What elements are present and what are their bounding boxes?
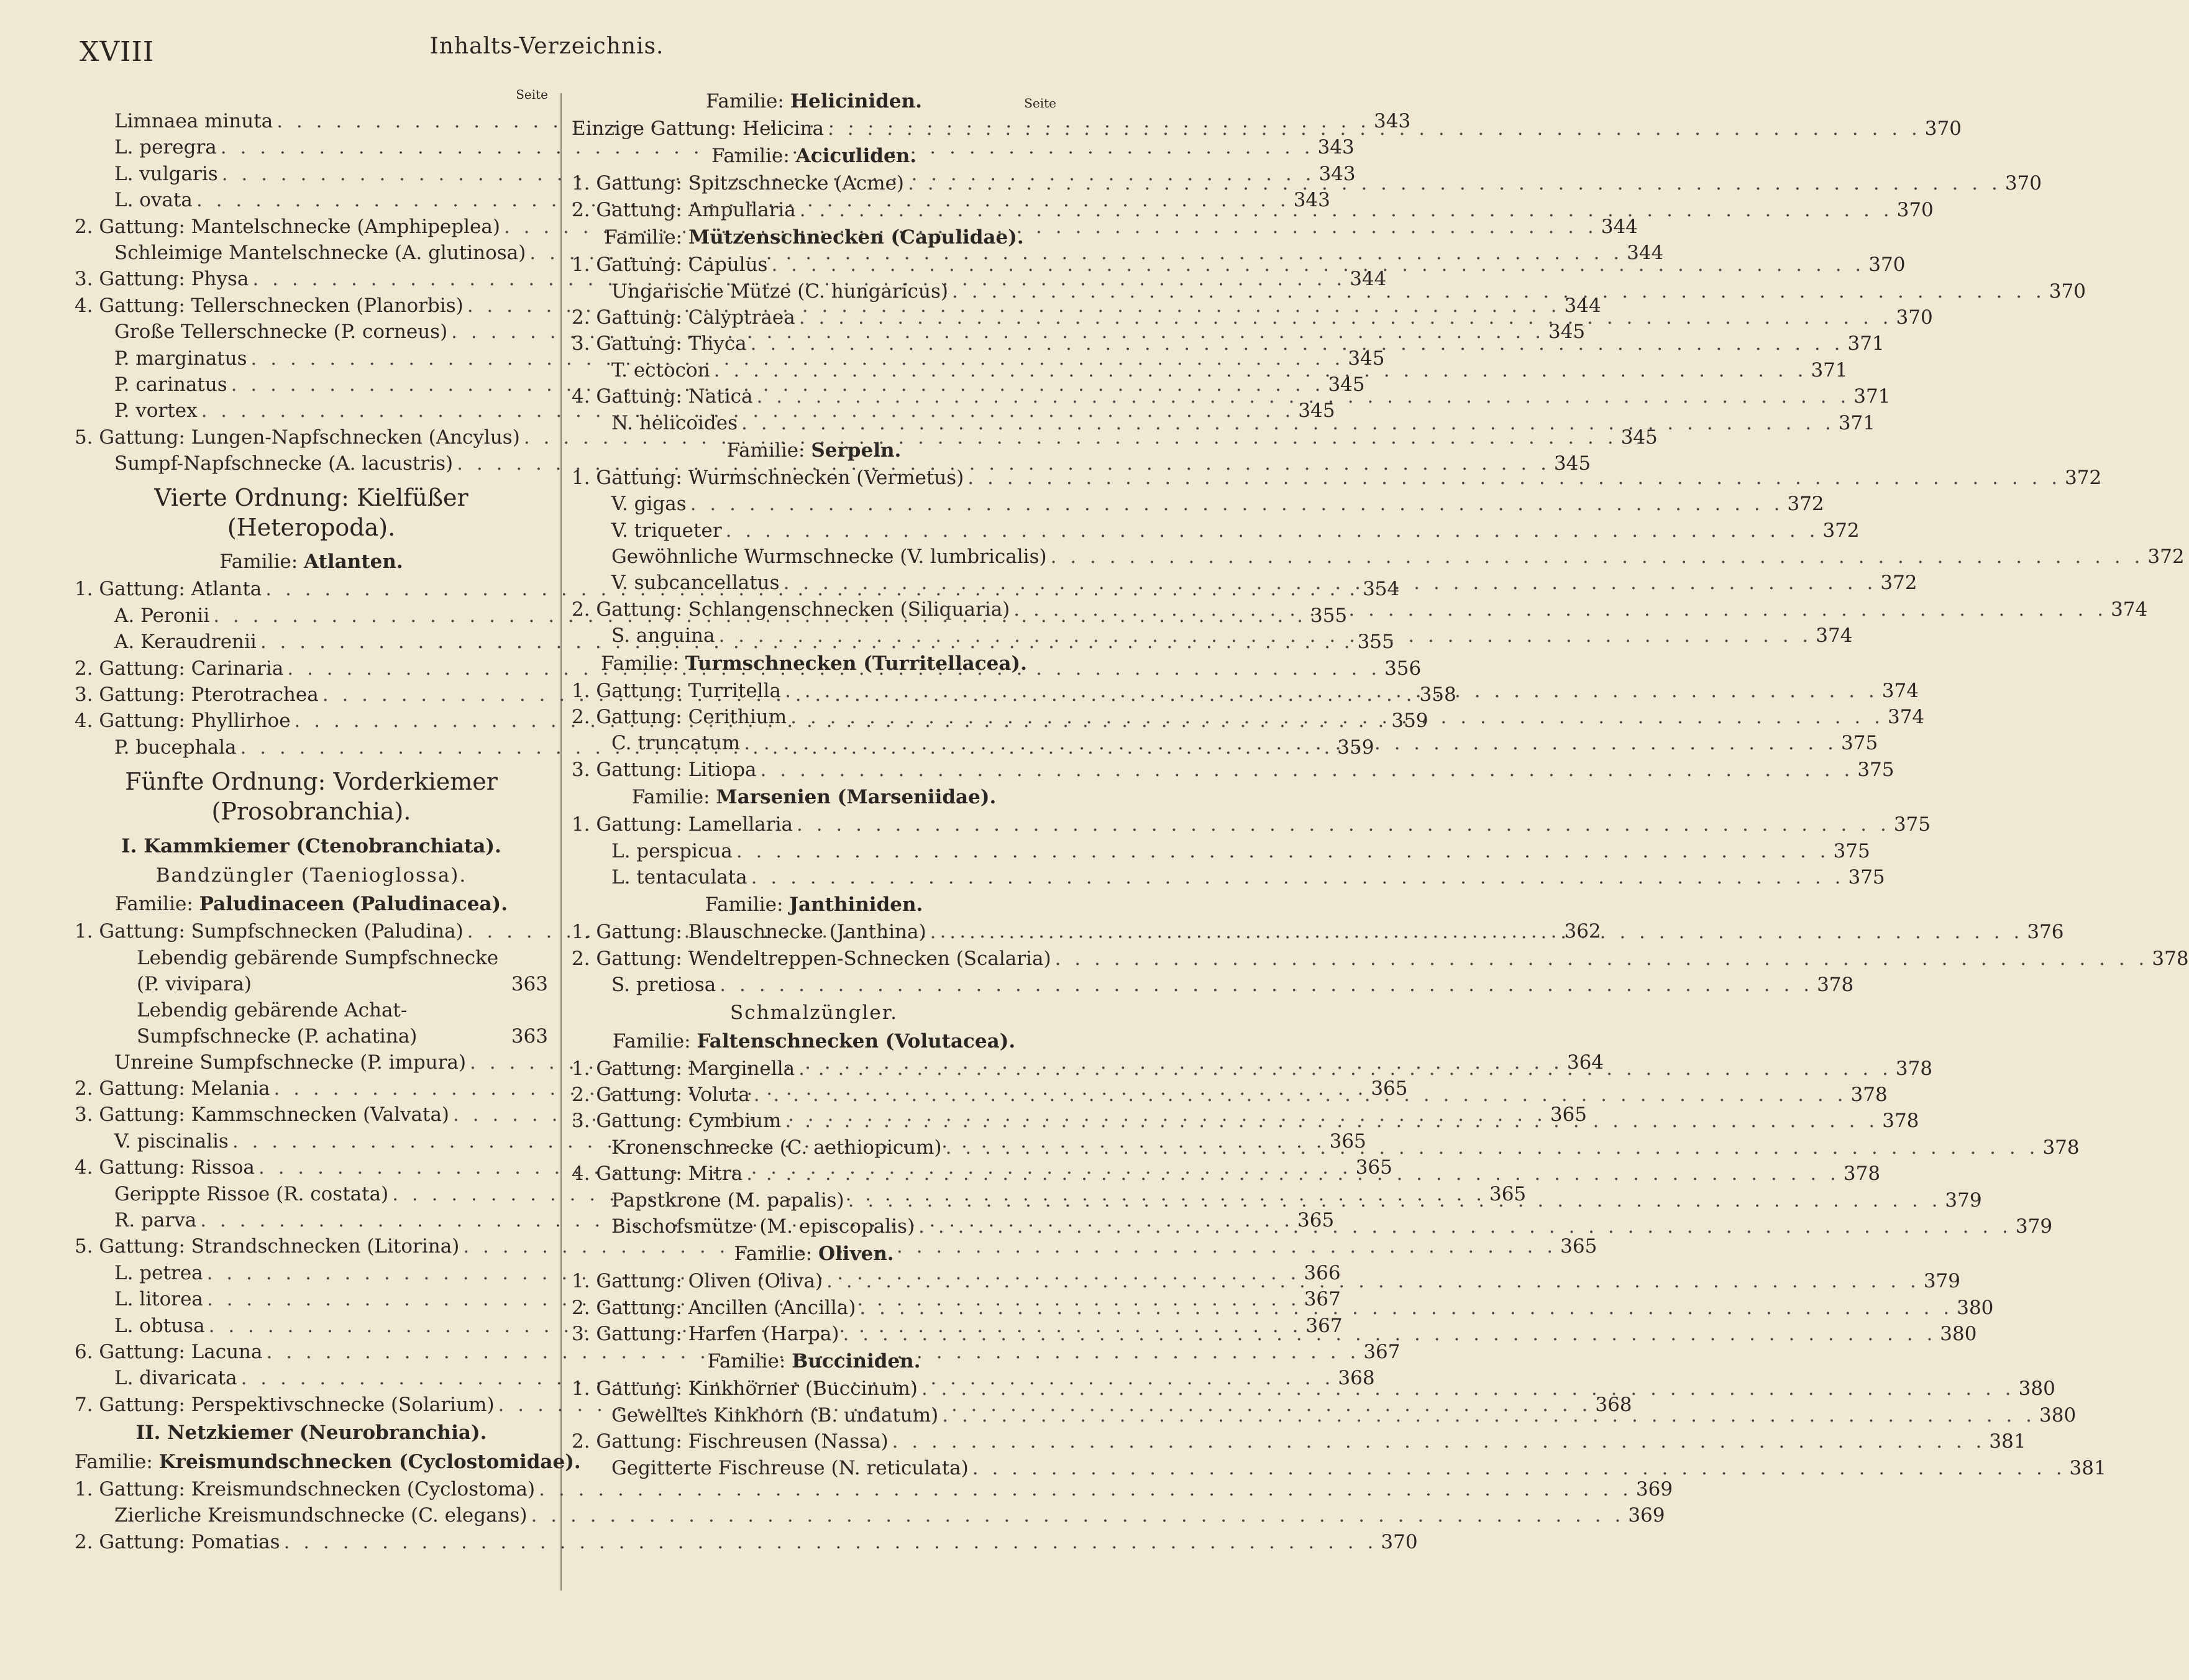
entry-page: 378	[1843, 1162, 1881, 1185]
dot-leader	[938, 1402, 2039, 1428]
entry-title: 3. Gattung: Litiopa	[572, 758, 757, 781]
dot-leader	[823, 1268, 1924, 1294]
dot-leader	[844, 1187, 1945, 1213]
entry-title: 1. Gattung: Blauschnecke (Janthina)	[572, 921, 926, 944]
entry-wrapped: Lebendig gebärende Sumpfschnecke (P. vivipara) 363	[137, 946, 548, 995]
entry-page: 365	[1329, 1130, 1366, 1153]
entry-page: 371	[1838, 411, 1875, 434]
entry-page: 345	[1328, 373, 1365, 396]
entry-title: 1. Gattung: Marginella	[572, 1057, 795, 1080]
dot-leader	[915, 1213, 2016, 1239]
right-column: Seite Familie: Heliciniden. Einzige Gattung: Helicina . . . 370 Familie: Aciculiden. 1. Gattung: Spitzschnecke (Acme) . . . 370 2. Gattung: Ampullaria . . . 370 Familie: Mützenschnecken (Capulidae). 1. Gattung: Capulus . . . 370 Ungarische Mütze (C. hungaricus) . . . 370 2. Gattung: Calyptraea . . . 370 3. Gattung: Thyca . . . 371 T. ectocon . . . 371 4. Gattung: Natica . . . 371 N. helicoides . . . 371 Familie: Serpeln. 1. Gattung: Wurmschnecken (Vermetus) . . . 372 V. gigas . . . 372 V. triqueter . . . 372 Gewöhnliche Wurmschnecke (V. lumbricalis) . . . 372 V. subcancellatus . . . 372 2. Gattung: Schlangenschnecken (Siliquaria) . . . 374 S. anguina . . . 374 Familie: Turmschnecken (Turritellacea). 1. Gattung: Turritella . . . 374 2. Gattung: Cerithium . . . 374 C. truncatum . . . 375 3. Gattung: Litiopa . . . 375 Familie: Marsenien (Marseniidae). 1. Gattung: Lamellaria . . . 375 L. perspicua . . . 375 L. tentaculata . . . 375 Familie: Janthiniden. 1. Gattung: Blauschnecke (Janthina) . . . 376 2. Gattung: Wendeltreppen-Schnecken (Scalaria) . . . 378 S. pretiosa . . . 378 Schmalzüngler. Familie: Faltenschnecken (Volutacea). 1. Gattung: Marginella . . . 378 2. Gattung: Voluta . . . 378 3. Gattung: Cymbium . . . 378 Kronenschnecke (C. aethiopicum) . . . 378 4. Gattung: Mitra . . . 378 Papstkrone (M. papalis) . . . 379 Bischofsmütze (M. episcopalis) . . . 379 Familie: Oliven. 1. Gattung: Oliven (Oliva) . . . 379 2. Gattung: Ancillen (Ancilla) . . . 380 3. Gattung: Harfen (Harpa) . . . 380 Familie: Bucciniden. 1. Gattung: Kinkhörner (Buccinum) . . . 380 Gewelltes Kinkhorn (B. undatum) . . . 380 2. Gattung: Fischreusen (Nassa) . . . 381 Gegitterte Fischreuse (N. reticulata) . . . 381	[572, 87, 1056, 1481]
entry-title: L. obtusa	[114, 1314, 205, 1337]
family-heading: Familie: Mützenschnecken (Capulidae).	[604, 226, 1024, 249]
entry-page: 343	[1293, 189, 1330, 212]
dot-leader	[747, 331, 1848, 357]
entry-page: 367	[1363, 1340, 1401, 1363]
entry-title: P. bucephala	[114, 736, 237, 759]
entry-title: 2. Gattung: Wendeltreppen-Schnecken (Scalaria)	[572, 947, 1051, 970]
entry-title: Kronenschnecke (C. aethiopicum)	[611, 1136, 942, 1159]
entry-page: 365	[1560, 1235, 1597, 1258]
entry-list	[75, 1476, 1673, 1555]
dot-leader	[889, 1428, 1990, 1454]
entry-page: 372	[1822, 519, 1860, 542]
entry-title: 2. Gattung: Melania	[75, 1077, 270, 1100]
entry-page: 372	[1787, 493, 1824, 516]
entry-page: 375	[1833, 839, 1870, 862]
toc-entry	[75, 424, 1658, 450]
dot-leader	[743, 1161, 1844, 1187]
running-title: Inhalts-Verzeichnis.	[429, 34, 664, 59]
entry-page: 345	[1620, 426, 1658, 449]
dot-leader	[918, 1376, 2019, 1402]
toc-entry	[572, 1455, 2106, 1481]
entry-page: 370	[2004, 172, 2042, 195]
dot-leader	[753, 383, 1854, 409]
entry-title: Zierliche Kreismundschnecke (C. elegans)	[114, 1504, 528, 1527]
dot-leader	[856, 1295, 1957, 1321]
entry-page: 343	[1317, 136, 1355, 159]
entry-title: 3. Gattung: Cymbium	[572, 1110, 782, 1133]
entry-page: 378	[1817, 974, 1854, 997]
toc-entry	[572, 465, 2102, 491]
entry-title: 1. Gattung: Spitzschnecke (Acme)	[572, 172, 905, 195]
entry-title: 3. Gattung: Harfen (Harpa)	[572, 1323, 839, 1346]
entry-title: V. gigas	[611, 493, 687, 516]
entry-title: 1. Gattung: Capulus	[572, 253, 768, 276]
dot-leader	[964, 465, 2065, 491]
entry-page: 372	[1880, 572, 1917, 595]
entry-page: 364	[1566, 1051, 1604, 1074]
entry-title: 3. Gattung: Kammschnecken (Valvata)	[75, 1103, 450, 1126]
entry-page: 371	[1847, 332, 1885, 355]
entry-title: R. parva	[114, 1208, 197, 1231]
entry-list	[572, 811, 1931, 890]
entry-page: 370	[1896, 198, 1934, 221]
dot-leader	[795, 1056, 1896, 1082]
entry-title: 2. Gattung: Schlangenschnecken (Siliquaria)	[572, 598, 1010, 621]
entry-title: Große Tellerschnecke (P. corneus)	[114, 321, 448, 344]
toc-entry	[572, 518, 1860, 544]
dot-leader	[942, 1134, 2043, 1161]
entry-page: 355	[1357, 631, 1394, 654]
entry-page: 344	[1350, 268, 1387, 291]
entry-title: 1. Gattung: Kreismundschnecken (Cyclostoma)	[75, 1478, 536, 1501]
dot-leader	[716, 972, 1817, 998]
family-heading: Familie: Oliven.	[734, 1243, 894, 1266]
family-heading: Familie: Marsenien (Marseniidae).	[631, 786, 997, 809]
group-heading: Schmalzüngler.	[730, 1001, 898, 1024]
entry-page: 381	[1989, 1430, 2026, 1453]
dot-leader	[738, 410, 1839, 436]
entry-title: T. ectocon	[611, 358, 710, 381]
entry-title: 1. Gattung: Sumpfschnecken (Paludina)	[75, 920, 464, 943]
entry-page: 365	[1297, 1208, 1335, 1231]
entry-page: 374	[1887, 706, 1925, 729]
entry-title: Gerippte Rissoe (R. costata)	[114, 1182, 389, 1205]
family-heading: Familie: Atlanten.	[219, 550, 403, 573]
entry-title: 1. Gattung: Atlanta	[75, 578, 262, 601]
dot-leader	[740, 730, 1841, 756]
entry-title: 3. Gattung: Physa	[75, 268, 249, 291]
family-heading: Familie: Faltenschnecken (Volutacea).	[612, 1029, 1016, 1052]
order-heading: Vierte Ordnung: Kielfüßer (Heteropoda).	[154, 484, 468, 542]
entry-page: 372	[2065, 466, 2102, 489]
toc-entry	[572, 544, 2185, 570]
entry-page: 374	[1881, 679, 1919, 702]
dot-leader	[839, 1321, 1940, 1347]
family-heading: Familie: Aciculiden.	[711, 145, 917, 168]
entry-title: 2. Gattung: Mantelschnecke (Amphipeplea)	[75, 215, 500, 238]
family-heading: Familie: Kreismundschnecken (Cyclostomidae).	[75, 1451, 581, 1474]
entry-title: 1. Gattung: Lamellaria	[572, 813, 793, 836]
entry-page: 380	[2018, 1377, 2055, 1400]
dot-leader	[1051, 946, 2152, 972]
entry-page: 366	[1304, 1261, 1341, 1284]
entry-title: 1. Gattung: Oliven (Oliva)	[572, 1270, 823, 1293]
entry-page: 344	[1601, 215, 1638, 238]
entry-title: L. litorea	[114, 1288, 203, 1311]
dot-leader	[715, 623, 1816, 649]
section-heading: I. Kammkiemer (Ctenobranchiata).	[121, 835, 501, 858]
entry-page: 343	[1374, 110, 1411, 132]
toc-entry	[572, 491, 1824, 517]
entry-title: Papstkrone (M. papalis)	[611, 1189, 844, 1212]
entry-page: 371	[1811, 358, 1848, 381]
entry-title: P. carinatus	[114, 373, 227, 396]
family-heading: Familie: Paludinaceen (Paludinacea).	[114, 893, 508, 916]
entry-page: 369	[1635, 1478, 1673, 1501]
entry-title: Sumpf-Napfschnecke (A. lacustris)	[114, 452, 454, 475]
page-number: XVIII	[80, 36, 155, 68]
entry-page: 344	[1564, 294, 1601, 317]
entry-page: 345	[1348, 347, 1385, 370]
entry-title: V. subcancellatus	[611, 572, 780, 595]
entry-page: 378	[2042, 1136, 2080, 1159]
entry-title: 7. Gattung: Perspektivschnecke (Solarium)	[75, 1393, 495, 1416]
entry-title: L. ovata	[114, 189, 193, 212]
toc-entry	[75, 1529, 1418, 1555]
entry-page: 345	[1553, 452, 1591, 475]
dot-leader	[1010, 596, 2111, 623]
toc-entry	[572, 838, 1870, 864]
entry-page: 370	[1381, 1530, 1418, 1553]
entry-title: S. pretiosa	[611, 974, 716, 997]
entry-title: Bischofsmütze (M. episcopalis)	[611, 1215, 915, 1238]
entry-page: 359	[1391, 710, 1428, 733]
entry-title: 2. Gattung: Voluta	[572, 1083, 750, 1106]
entry-page: 365	[1489, 1182, 1527, 1205]
entry-page: 345	[1298, 399, 1335, 422]
entry-page: 365	[1550, 1103, 1587, 1126]
entry-title: N. helicoides	[611, 411, 738, 434]
entry-title: 1. Gattung: Kinkhörner (Buccinum)	[572, 1377, 918, 1400]
dot-leader	[796, 197, 1897, 223]
entry-title: L. tentaculata	[611, 865, 747, 888]
dot-leader	[733, 838, 1834, 864]
entry-title: Gewelltes Kinkhorn (B. undatum)	[611, 1404, 939, 1427]
entry-page: 344	[1627, 241, 1664, 264]
dot-leader	[687, 491, 1788, 517]
dot-leader	[722, 518, 1823, 544]
entry-title: P. marginatus	[114, 347, 247, 370]
dot-leader	[904, 170, 2005, 196]
entry-title: Gegitterte Fischreuse (N. reticulata)	[611, 1456, 969, 1479]
toc-entry	[572, 972, 1854, 998]
entry-page: 345	[1548, 321, 1586, 344]
entry-title: 4. Gattung: Tellerschnecken (Planorbis)	[75, 294, 464, 317]
entry-title: Ungarische Mütze (C. hungaricus)	[611, 280, 948, 303]
entry-title: 6. Gattung: Lacuna	[75, 1340, 263, 1363]
dot-leader	[787, 704, 1888, 730]
entry-page: 378	[2152, 947, 2189, 970]
entry-title: A. Keraudrenii	[114, 631, 257, 654]
entry-page: 379	[2015, 1215, 2053, 1238]
dot-leader	[969, 1455, 2070, 1481]
entry-page: 375	[1857, 758, 1894, 781]
entry-page: 358	[1419, 683, 1456, 706]
entry-page: 381	[2069, 1456, 2106, 1479]
entry-title: 2. Gattung: Ampullaria	[572, 198, 796, 221]
dot-leader	[795, 304, 1896, 331]
entry-title: 2. Gattung: Ancillen (Ancilla)	[572, 1296, 856, 1319]
entry-page: 343	[1318, 162, 1356, 185]
entry-title: 2. Gattung: Carinaria	[75, 657, 284, 680]
entry-page: 378	[1895, 1057, 1933, 1080]
entry-title: L. petrea	[114, 1261, 203, 1284]
entry-page: 376	[2027, 921, 2064, 944]
entry-page: 378	[1850, 1083, 1888, 1106]
entry-page: 355	[1310, 604, 1348, 627]
entry-page: 374	[1816, 624, 1853, 647]
entry-wrapped: Lebendig gebärende Achat-Sumpfschnecke (P. achatina) 363	[137, 998, 548, 1048]
toc-entry	[572, 946, 2189, 972]
toc-entry	[572, 864, 1885, 890]
entry-title: C. truncatum	[611, 732, 741, 755]
entry-title: 4. Gattung: Mitra	[572, 1162, 743, 1185]
entry-page: 379	[1945, 1189, 1982, 1212]
entry-page: 356	[1384, 657, 1422, 680]
dot-leader	[781, 1108, 1882, 1134]
section-heading: II. Netzkiemer (Neurobranchia).	[135, 1422, 487, 1445]
entry-title: Unreine Sumpfschnecke (P. impura)	[114, 1051, 467, 1074]
entry-page: 354	[1363, 578, 1400, 601]
entry-page: 370	[1868, 253, 1906, 276]
entry-title: 1. Gattung: Turritella	[572, 679, 781, 702]
dot-leader	[757, 757, 1858, 783]
entry-title: 3. Gattung: Thyca	[572, 332, 747, 355]
seite-label: Seite	[516, 87, 548, 102]
entry-title: P. vortex	[114, 399, 198, 422]
family-heading: Familie: Turmschnecken (Turritellacea).	[601, 652, 1027, 675]
entry-title: Gewöhnliche Wurmschnecke (V. lumbricalis)	[611, 546, 1047, 568]
entry-title: 2. Gattung: Calyptraea	[572, 306, 795, 329]
entry-title: 2. Gattung: Cerithium	[572, 706, 787, 729]
family-heading: Familie: Heliciniden.	[706, 90, 922, 112]
entry-title: 5. Gattung: Strandschnecken (Litorina)	[75, 1235, 460, 1258]
entry-page: 378	[1882, 1110, 1919, 1133]
entry-title: 1. Gattung: Wurmschnecken (Vermetus)	[572, 466, 964, 489]
entry-title: L. vulgaris	[114, 162, 218, 185]
entry-page: 379	[1923, 1270, 1960, 1293]
toc-entry	[75, 1476, 1673, 1502]
family-heading: Familie: Serpeln.	[726, 439, 902, 462]
entry-page: 365	[1371, 1077, 1408, 1100]
entry-page: 369	[1628, 1504, 1665, 1527]
entry-page: 370	[1896, 306, 1933, 329]
entry-title: L. perspicua	[611, 839, 733, 862]
entry-page: 359	[1337, 736, 1374, 759]
entry-page: 372	[2147, 546, 2185, 568]
toc-entry	[75, 1502, 1665, 1528]
dot-leader	[824, 116, 1925, 142]
entry-title: Einzige Gattung: Helicina	[572, 117, 824, 140]
dot-leader	[948, 278, 2049, 304]
dot-leader	[781, 678, 1882, 704]
order-heading: Fünfte Ordnung: Vorderkiemer (Prosobranchia).	[125, 768, 498, 826]
entry-title: 4. Gattung: Rissoa	[75, 1156, 255, 1179]
dot-leader	[780, 570, 1881, 596]
dot-leader	[750, 1082, 1851, 1108]
entry-title: Schleimige Mantelschnecke (A. glutinosa)	[114, 241, 526, 264]
entry-page: 367	[1305, 1314, 1343, 1337]
entry-title: L. peregra	[114, 136, 217, 159]
entry-page: 362	[1564, 920, 1601, 943]
toc-entry	[572, 1428, 2026, 1454]
entry-title: 2. Gattung: Pomatias	[75, 1530, 280, 1553]
entry-title: 5. Gattung: Lungen-Napfschnecken (Ancylus)	[75, 426, 520, 449]
toc-entry	[572, 811, 1931, 838]
entry-title: S. anguina	[611, 624, 715, 647]
entry-title: V. piscinalis	[114, 1130, 229, 1153]
dot-leader	[710, 357, 1811, 383]
entry-page: 370	[2049, 280, 2086, 303]
entry-title: A. Peronii	[114, 604, 210, 627]
entry-page: 365	[1355, 1156, 1392, 1179]
entry-title: 3. Gattung: Pterotrachea	[75, 683, 319, 706]
entry-page: 375	[1848, 865, 1885, 888]
family-heading: Familie: Bucciniden.	[707, 1350, 921, 1373]
entry-title: Limnaea minuta	[114, 110, 273, 132]
dot-leader	[793, 811, 1894, 838]
toc-entry	[572, 757, 1894, 783]
entry-page: 380	[1957, 1296, 1994, 1319]
entry-title: 4. Gattung: Natica	[572, 385, 753, 408]
entry-page: 375	[1841, 732, 1878, 755]
entry-title: L. divaricata	[114, 1367, 237, 1390]
family-heading: Familie: Janthiniden.	[705, 893, 923, 916]
entry-page: 375	[1893, 813, 1931, 836]
dot-leader	[528, 1502, 1629, 1528]
entry-page: 380	[1940, 1323, 1977, 1346]
entry-page: 374	[2111, 598, 2148, 621]
dot-leader	[747, 864, 1849, 890]
entry-page: 367	[1304, 1288, 1341, 1311]
entry-title: 2. Gattung: Fischreusen (Nassa)	[572, 1430, 889, 1453]
entry-page: 380	[2039, 1404, 2077, 1427]
entry-page: 371	[1853, 385, 1891, 408]
entry-page: 368	[1595, 1393, 1632, 1416]
group-heading: Bandzüngler (Taenioglossa).	[155, 864, 467, 887]
entry-title: V. triqueter	[611, 519, 722, 542]
dot-leader	[280, 1529, 1381, 1555]
entry-page: 368	[1338, 1367, 1375, 1390]
dot-leader	[926, 919, 2027, 945]
dot-leader	[767, 252, 1868, 278]
entry-page: 370	[1924, 117, 1962, 140]
entry-title: 4. Gattung: Phyllirhoe	[75, 710, 291, 733]
dot-leader	[1047, 544, 2148, 570]
